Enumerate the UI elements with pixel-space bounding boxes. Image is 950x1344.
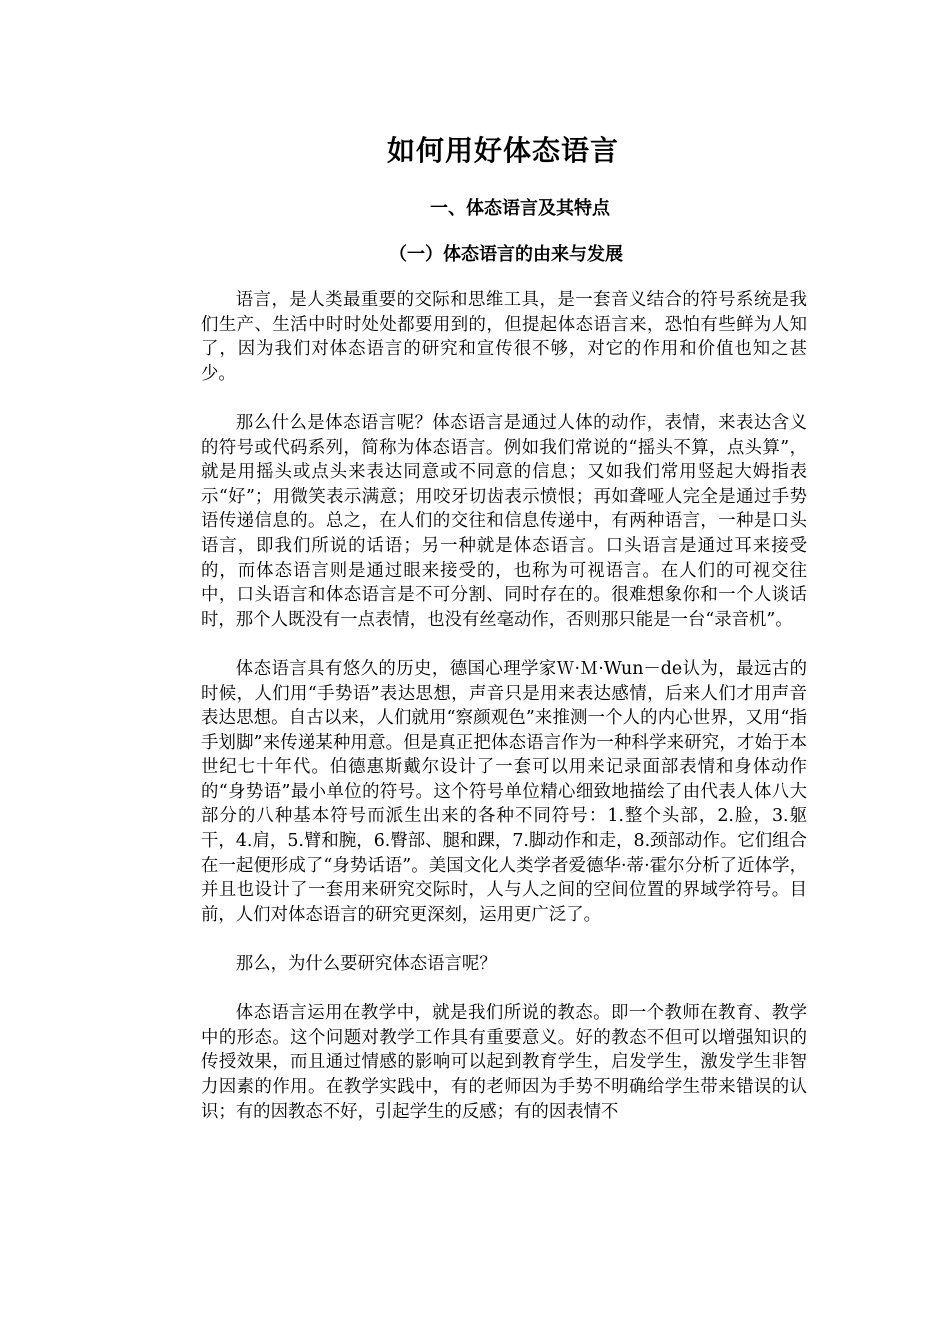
paragraph: 那么什么是体态语言呢？体态语言是通过人体的动作，表情，来表达含义的符号或代码系列，简称为体态语言。例如我们常说的“摇头不算，点头算”，就是用摇头或点头来表达同意或不同意的信息；又如我们常用竖起大姆指表示“好”；用微笑表示满意；用咬牙切齿表示愤恨；再如聋哑人完全是通过手势语传递信息的。总之，在人们的交往和信息传递中，有两种语言，一种是口头语言，即我们所说的话语；另一种就是体态语言。口头语言是通过耳来接受的，而体态语言则是通过眼来接受的，也称为可视语言。在人们的可视交往中，口头语言和体态语言是不可分割、同时存在的。很难想象你和一个人谈话时，那个人既没有一点表情，也没有丝毫动作，否则那只能是一台“录音机”。	[201, 412, 807, 630]
paragraph: 体态语言具有悠久的历史，德国心理学家Ｗ·Ｍ·Wun－de认为，最远古的时候，人们用“手势语”表达思想，声音只是用来表达感情，后来人们才用声音表达思想。自古以来，人们就用“察颜观色”来推测一个人的内心世界，又用“指手划脚”来传递某种用意。但是真正把体态语言作为一种科学来研究，才始于本世纪七十年代。伯德惠斯戴尔设计了一套可以用来记录面部表情和身体动作的“身势语”最小单位的符号。这个符号单位精心细致地描绘了由代表人体八大部分的八种基本符号而派生出来的各种不同符号：1.整个头部，2.脸，3.躯干，4.肩，5.臂和腕，6.臀部、腿和踝，7.脚动作和走，8.颈部动作。它们组合在一起便形成了“身势话语”。美国文化人类学者爱德华·蒂·霍尔分析了近体学，并且也设计了一套用来研究交际时，人与人之间的空间位置的界域学符号。目前，人们对体态语言的研究更深刻，运用更广泛了。	[201, 658, 807, 925]
subsection-heading: （一）体态语言的由来与发展	[389, 244, 623, 265]
paragraph: 语言，是人类最重要的交际和思维工具，是一套音义结合的符号系统是我们生产、生活中时时处处都要用到的，但提起体态语言来，恐怕有些鲜为人知了，因为我们对体态语言的研究和宣传很不够，对它的作用和价值也知之甚少。	[201, 290, 807, 384]
body-text	[201, 288, 807, 1149]
section-heading: 一、体态语言及其特点	[430, 198, 610, 219]
paragraph: 体态语言运用在教学中，就是我们所说的教态。即一个教师在教育、教学中的形态。这个问题对教学工作具有重要意义。好的教态不但可以增强知识的传授效果，而且通过情感的影响可以起到教育学生，启发学生，激发学生非智力因素的作用。在教学实践中，有的老师因为手势不明确给学生带来错误的认识；有的因教态不好，引起学生的反感；有的因表情不	[201, 1003, 807, 1122]
paragraph: 那么，为什么要研究体态语言呢？	[235, 954, 497, 975]
document-title: 如何用好体态语言	[386, 134, 619, 167]
